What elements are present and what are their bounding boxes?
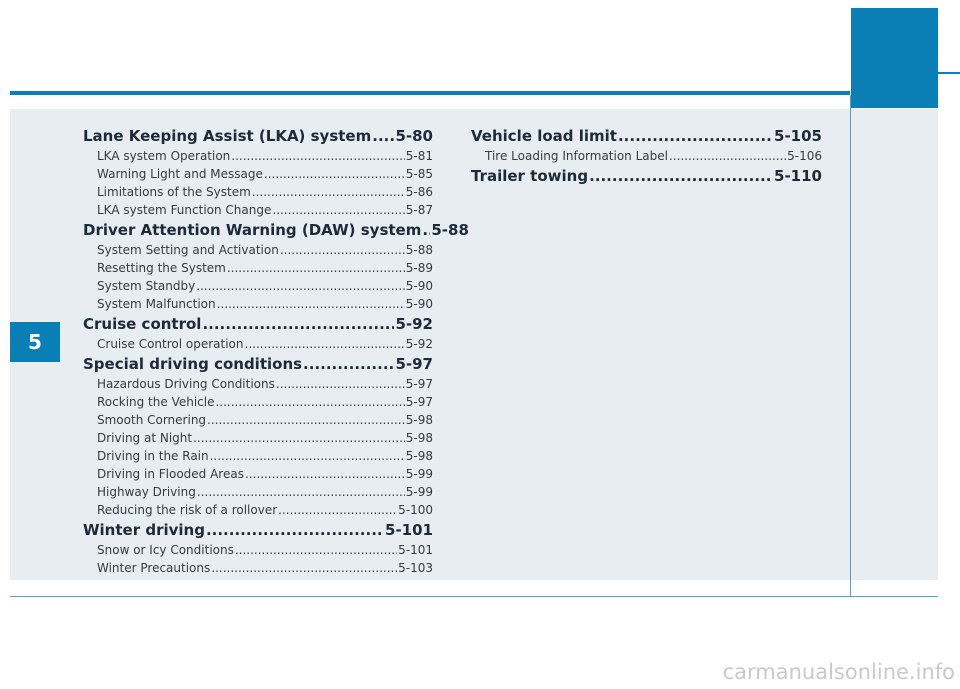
toc-entry-title: Smooth Cornering (97, 413, 207, 427)
toc-entry-page: 5-85 (405, 167, 433, 181)
toc-entry-title: Driving in Flooded Areas (97, 467, 244, 481)
toc-subsection-entry[interactable] (83, 447, 433, 465)
toc-entry-page: 5-99 (405, 467, 433, 481)
toc-dot-leader (211, 559, 397, 577)
toc-entry-page: 5-90 (405, 297, 433, 311)
toc-entry-title: System Standby (97, 279, 196, 293)
toc-entry-page: 5-97 (395, 355, 433, 373)
toc-entry-title: Reducing the risk of a rollover (97, 503, 278, 517)
toc-entry-title: Driving at Night (97, 431, 193, 445)
toc-subsection-entry[interactable] (83, 183, 433, 201)
toc-subsection-entry[interactable] (83, 559, 433, 577)
watermark: carmanualsonline.info (722, 660, 955, 684)
toc-dot-leader (272, 201, 404, 219)
toc-entry-title: Tire Loading Information Label (485, 149, 668, 163)
bottom-rule (10, 596, 938, 597)
toc-dot-leader (276, 375, 405, 393)
toc-dot-leader (207, 411, 405, 429)
toc-subsection-entry[interactable] (83, 147, 433, 165)
toc-dot-leader (245, 465, 405, 483)
toc-entry-page: 5-98 (405, 449, 433, 463)
toc-dot-leader (278, 501, 397, 519)
toc-subsection-entry[interactable] (83, 201, 433, 219)
toc-dot-leader (196, 277, 405, 295)
toc-column-right (471, 125, 822, 187)
toc-dot-leader (264, 165, 405, 183)
toc-subsection-entry[interactable] (83, 465, 433, 483)
toc-entry-title: Warning Light and Message (97, 167, 263, 181)
toc-entry-title: Driver Attention Warning (DAW) system (83, 221, 422, 239)
toc-entry-page: 5-100 (398, 503, 433, 517)
toc-entry-title: Cruise Control operation (97, 337, 244, 351)
toc-subsection-entry[interactable] (83, 375, 433, 393)
toc-entry-title: Rocking the Vehicle (97, 395, 215, 409)
toc-subsection-entry[interactable] (83, 241, 433, 259)
toc-dot-leader (280, 241, 405, 259)
toc-subsection-entry[interactable] (83, 501, 433, 519)
toc-entry-title: Lane Keeping Assist (LKA) system (83, 127, 372, 145)
toc-entry-title: Resetting the System (97, 261, 226, 275)
toc-entry-page: 5-97 (405, 377, 433, 391)
toc-subsection-entry[interactable] (83, 295, 433, 313)
toc-dot-leader (227, 259, 405, 277)
toc-entry-page: 5-97 (405, 395, 433, 409)
toc-entry-title: System Setting and Activation (97, 243, 279, 257)
toc-dot-leader (372, 126, 394, 147)
toc-dot-leader (210, 447, 405, 465)
toc-dot-leader (215, 393, 404, 411)
toc-entry-page: 5-88 (405, 243, 433, 257)
toc-entry-title: Cruise control (83, 315, 202, 333)
toc-entry-page: 5-80 (395, 127, 433, 145)
top-rule (10, 91, 850, 95)
toc-entry-title: Hazardous Driving Conditions (97, 377, 275, 391)
toc-entry-title: Winter Precautions (97, 561, 211, 575)
toc-subsection-entry[interactable] (83, 429, 433, 447)
toc-dot-leader (193, 429, 405, 447)
toc-entry-page: 5-92 (395, 315, 433, 333)
chapter-badge (10, 322, 60, 362)
toc-dot-leader (206, 520, 384, 541)
toc-entry-page: 5-99 (405, 485, 433, 499)
toc-section-entry[interactable] (83, 520, 433, 541)
toc-entry-page: 5-88 (431, 221, 469, 239)
toc-subsection-entry[interactable] (471, 147, 822, 165)
toc-dot-leader (235, 541, 397, 559)
toc-entry-title: LKA system Operation (97, 149, 231, 163)
toc-dot-leader (245, 335, 405, 353)
toc-entry-page: 5-110 (774, 167, 822, 185)
toc-subsection-entry[interactable] (83, 165, 433, 183)
toc-entry-page: 5-105 (774, 127, 822, 145)
toc-section-entry[interactable] (471, 126, 822, 147)
toc-entry-title: Limitations of the System (97, 185, 251, 199)
toc-entry-page: 5-106 (787, 149, 822, 163)
toc-entry-title: Driving in the Rain (97, 449, 209, 463)
toc-entry-title: Vehicle load limit (471, 127, 617, 145)
toc-subsection-entry[interactable] (83, 259, 433, 277)
toc-subsection-entry[interactable] (83, 541, 433, 559)
toc-section-entry[interactable] (471, 166, 822, 187)
chapter-tab-block (851, 8, 938, 108)
toc-subsection-entry[interactable] (83, 277, 433, 295)
margin-vertical-rule (850, 95, 851, 597)
toc-entry-title: Trailer towing (471, 167, 589, 185)
toc-dot-leader (618, 126, 773, 147)
chapter-tab-line (938, 72, 960, 74)
toc-entry-page: 5-89 (405, 261, 433, 275)
toc-entry-page: 5-103 (398, 561, 433, 575)
toc-entry-page: 5-98 (405, 413, 433, 427)
toc-dot-leader (252, 183, 405, 201)
toc-entry-title: Winter driving (83, 521, 205, 539)
toc-section-entry[interactable] (83, 126, 433, 147)
toc-entry-page: 5-101 (385, 521, 433, 539)
toc-column-left (83, 125, 469, 577)
toc-section-entry[interactable] (83, 354, 433, 375)
toc-dot-leader (303, 354, 394, 375)
toc-entry-page: 5-101 (398, 543, 433, 557)
toc-dot-leader (422, 220, 430, 241)
toc-entry-title: LKA system Function Change (97, 203, 272, 217)
toc-section-entry[interactable] (83, 220, 469, 241)
toc-subsection-entry[interactable] (83, 411, 433, 429)
toc-entry-page: 5-98 (405, 431, 433, 445)
toc-entry-title: Special driving conditions (83, 355, 303, 373)
toc-entry-title: Highway Driving (97, 485, 196, 499)
toc-entry-page: 5-87 (405, 203, 433, 217)
toc-entry-page: 5-81 (405, 149, 433, 163)
toc-dot-leader (217, 295, 405, 313)
toc-subsection-entry[interactable] (83, 483, 433, 501)
toc-dot-leader (669, 147, 786, 165)
toc-dot-leader (197, 483, 405, 501)
toc-subsection-entry[interactable] (83, 393, 433, 411)
toc-subsection-entry[interactable] (83, 335, 433, 353)
chapter-number: 5 (28, 330, 42, 354)
toc-entry-page: 5-86 (405, 185, 433, 199)
toc-entry-page: 5-92 (405, 337, 433, 351)
toc-dot-leader (231, 147, 404, 165)
toc-dot-leader (589, 166, 773, 187)
toc-entry-page: 5-90 (405, 279, 433, 293)
toc-section-entry[interactable] (83, 314, 433, 335)
toc-entry-title: System Malfunction (97, 297, 216, 311)
toc-dot-leader (202, 314, 394, 335)
toc-entry-title: Snow or Icy Conditions (97, 543, 234, 557)
